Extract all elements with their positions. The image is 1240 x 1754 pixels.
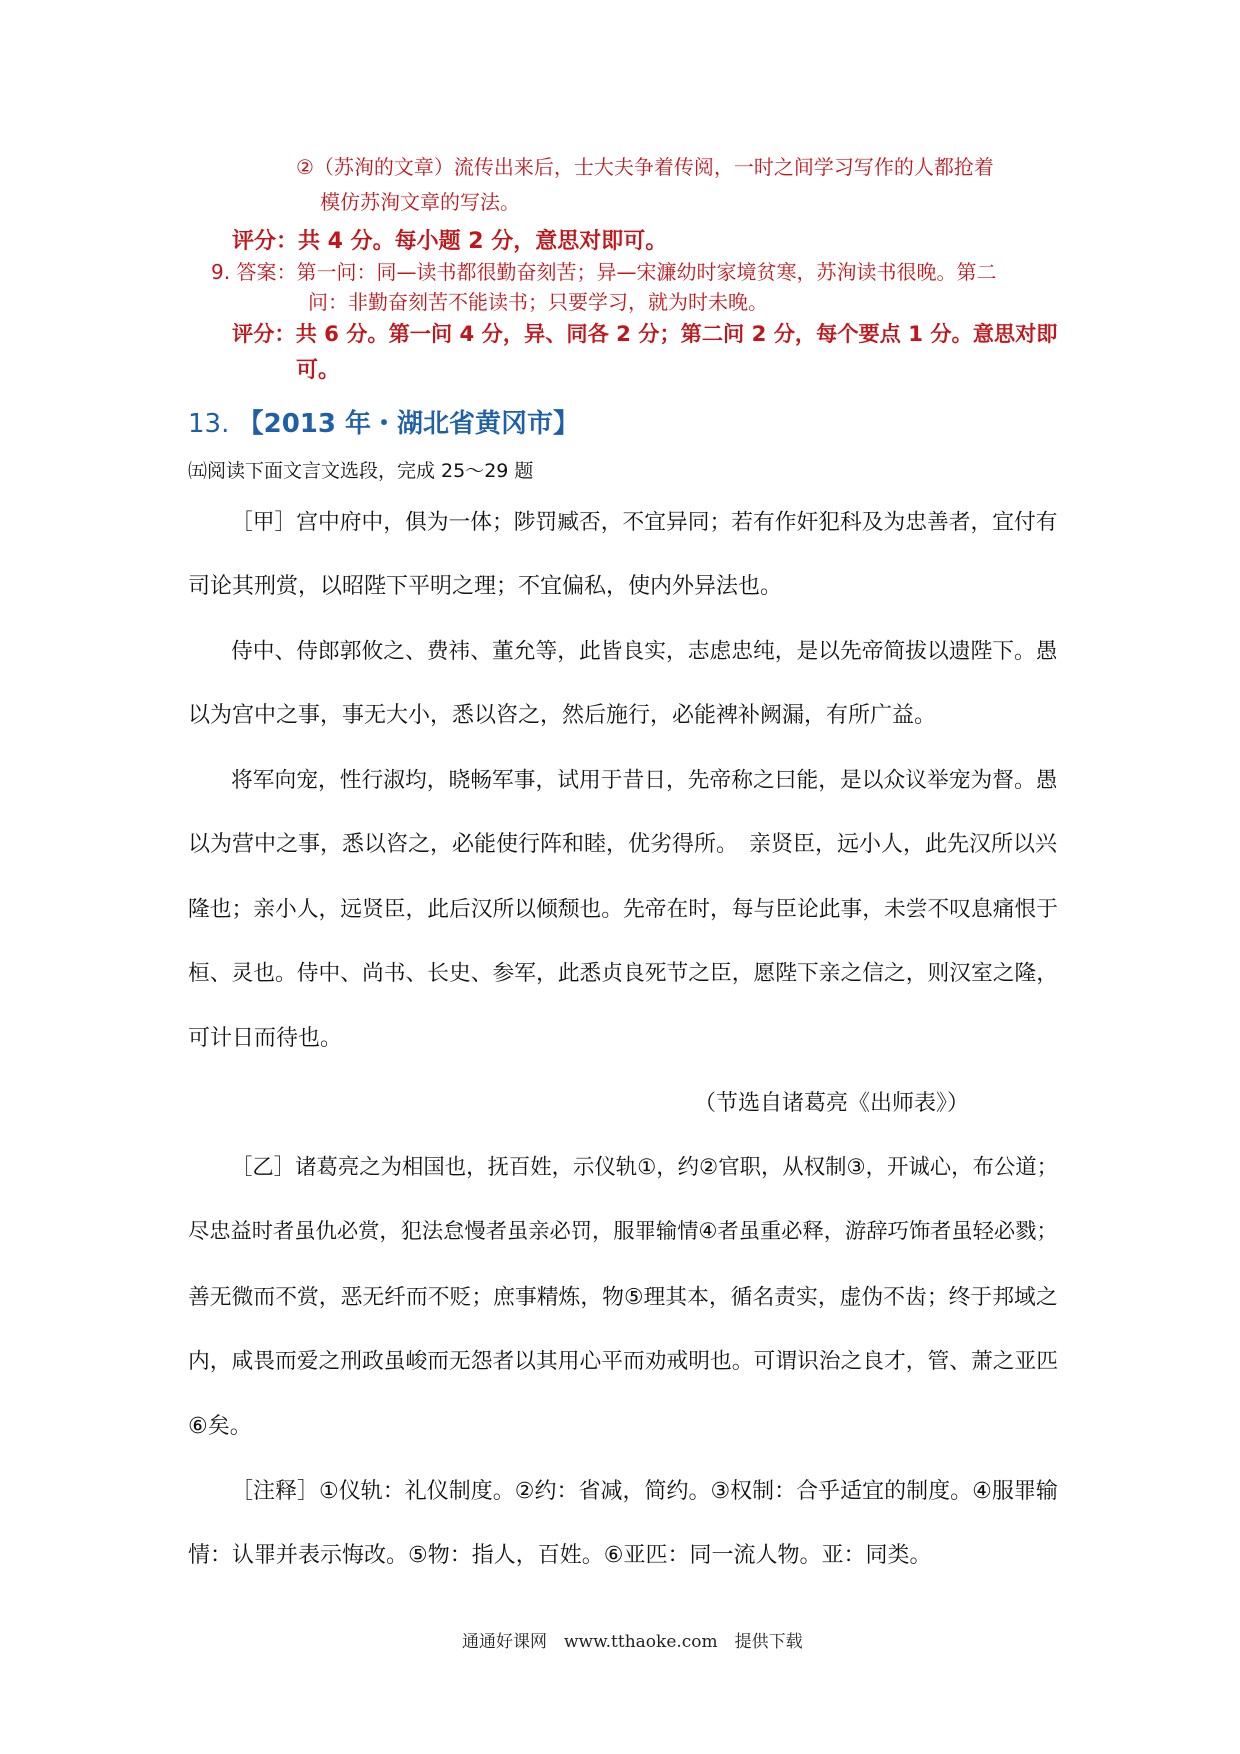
answer-item-2-line-1: ②（苏洵的文章）流传出来后，士大夫争着传阅，一时之间学习写作的人都抢着	[296, 155, 994, 179]
score-note-1: 评分：共 4 分。每小题 2 分，意思对即可。	[232, 229, 668, 254]
section-heading	[188, 403, 579, 440]
score-note-2-line-1: 评分：共 6 分。第一问 4 分，异、同各 2 分；第二问 2 分，每个要点 1 分。意思对即	[232, 321, 1058, 346]
passage-jia-line: 以为营中之事，悉以咨之，必能使行阵和睦，优劣得所。 亲贤臣，远小人，此先汉所以兴	[188, 832, 1058, 857]
passage-yi-line: ⑥矣。	[188, 1414, 252, 1439]
score-note-2-line-2: 可。	[296, 358, 341, 383]
passage-jia-line: ［甲］宫中府中，俱为一体；陟罚臧否，不宜异同；若有作奸犯科及为忠善者，宜付有	[231, 510, 1058, 535]
passage-jia-source: （节选自诸葛亮《出师表》）	[694, 1091, 970, 1116]
section-instruction: ㈤阅读下面文言文选段，完成 25～29 题	[188, 460, 534, 482]
passage-jia-line: 将军向宠，性行淑均，晓畅军事，试用于昔日，先帝称之曰能，是以众议举宠为督。愚	[231, 768, 1058, 793]
passage-jia-line: 桓、灵也。侍中、尚书、长史、参军，此悉贞良死节之臣，愿陛下亲之信之，则汉室之隆，	[188, 961, 1058, 986]
section-title: 【2013 年・湖北省黄冈市】	[237, 409, 580, 439]
answer-q9-line-1: 9. 答案：第一问：同—读书都很勤奋刻苦；异—宋濂幼时家境贫寒，苏洵读书很晚。第二	[211, 260, 997, 284]
passage-jia-line: 司论其刑赏，以昭陛下平明之理；不宜偏私，使内外异法也。	[188, 574, 783, 599]
answer-item-2-line-2: 模仿苏洵文章的写法。	[320, 190, 520, 214]
passage-jia-line: 隆也；亲小人，远贤臣，此后汉所以倾颓也。先帝在时，每与臣论此事，未尝不叹息痛恨于	[188, 897, 1058, 922]
notes-line: 情：认罪并表示悔改。⑤物：指人，百姓。⑥亚匹：同一流人物。亚：同类。	[188, 1543, 932, 1568]
passage-yi-line: 内，咸畏而爱之刑政虽峻而无怨者以其用心平而劝戒明也。可谓识治之良才，管、萧之亚匹	[188, 1349, 1058, 1374]
passage-jia-line: 以为宫中之事，事无大小，悉以咨之，然后施行，必能裨补阙漏，有所广益。	[188, 703, 937, 728]
passage-yi-line: ［乙］诸葛亮之为相国也，抚百姓，示仪轨①，约②官职，从权制③，开诚心，布公道；	[231, 1155, 1058, 1180]
passage-yi-line: 尽忠益时者虽仇必赏，犯法怠慢者虽亲必罚，服罪输情④者虽重必释，游辞巧饰者虽轻必戮；	[188, 1219, 1058, 1244]
passage-yi-line: 善无微而不赏，恶无纤而不贬；庶事精炼，物⑤理其本，循名责实，虚伪不齿；终于邦域之	[188, 1285, 1058, 1310]
passage-jia-line: 可计日而待也。	[188, 1026, 343, 1051]
passage-jia-line: 侍中、侍郎郭攸之、费祎、董允等，此皆良实，志虑忠纯，是以先帝简拔以遗陛下。愚	[231, 639, 1058, 664]
answer-q9-line-2: 问：非勤奋刻苦不能读书；只要学习，就为时未晚。	[308, 290, 768, 314]
page-footer: 通通好课网 www.tthaoke.com 提供下载	[462, 1632, 803, 1652]
notes-line: ［注释］①仪轨：礼仪制度。②约：省减，简约。③权制：合乎适宜的制度。④服罪输	[231, 1479, 1058, 1504]
section-number: 13.	[188, 409, 230, 439]
